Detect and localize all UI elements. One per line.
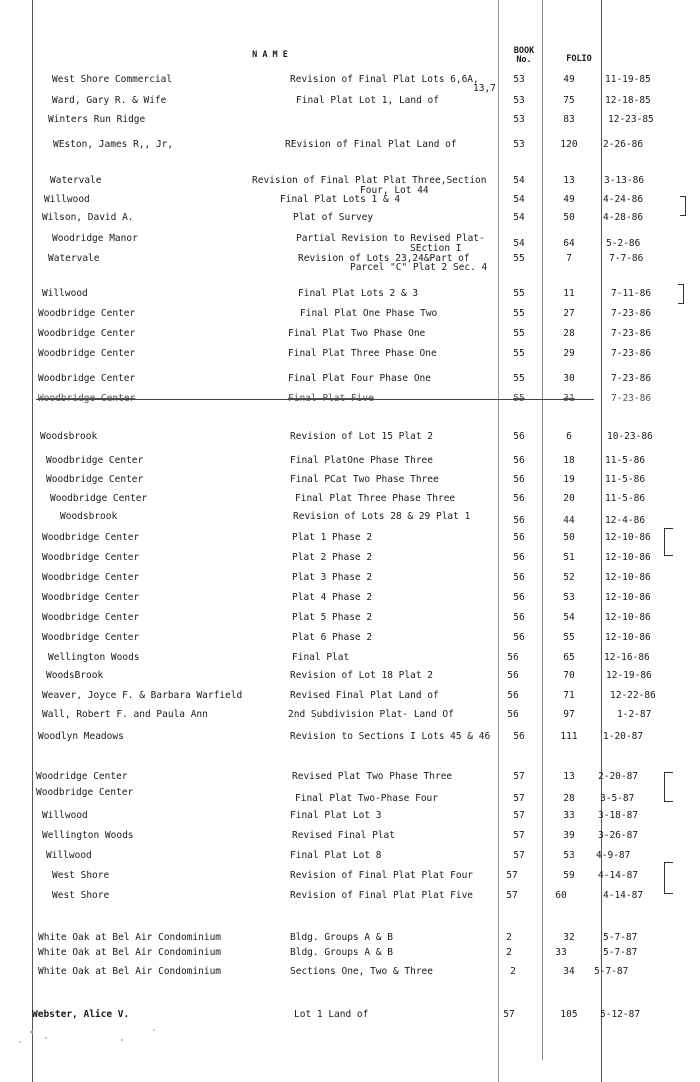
folio-cell: 30 [563, 373, 575, 384]
date-cell: 4-28-86 [603, 212, 644, 223]
book-column-header: BOOK No. [513, 46, 535, 65]
folio-cell: 120 [560, 139, 578, 150]
date-cell: 2-20-87 [598, 771, 639, 782]
date-cell: 3-26-87 [598, 830, 639, 841]
date-cell: 7-23-86 [611, 393, 652, 404]
book-cell: 56 [513, 572, 525, 583]
name-cell: White Oak at Bel Air Condominium [38, 947, 222, 958]
folio-cell: 34 [563, 966, 575, 977]
description-cell: Revision of Lots 28 & 29 Plat 1 [293, 511, 471, 522]
table-row [0, 455, 700, 469]
date-cell: 12-19-86 [606, 670, 652, 681]
name-cell: White Oak at Bel Air Condominium [38, 932, 222, 943]
folio-cell: 51 [563, 552, 575, 563]
description-cell: Revised Plat Two Phase Three [292, 771, 453, 782]
description-cell: Plat 4 Phase 2 [292, 592, 373, 603]
date-cell: 12-10-86 [605, 592, 651, 603]
table-row [0, 690, 700, 704]
description-cell: Bldg. Groups A & B [290, 932, 393, 943]
description-cell: Final Plat Two-Phase Four [295, 793, 438, 804]
date-cell: 5-2-86 [606, 238, 641, 249]
description-cell: Revision of Final Plat Plat Five [290, 890, 474, 901]
table-row [0, 474, 700, 488]
book-cell: 55 [513, 393, 525, 404]
name-cell: Woodbridge Center [42, 612, 140, 623]
name-cell: Woodsbrook [60, 511, 118, 522]
name-cell: Willwood [42, 288, 88, 299]
book-cell: 55 [513, 288, 525, 299]
folio-cell: 13 [563, 175, 575, 186]
description-cell: Final PCat Two Phase Three [290, 474, 439, 485]
book-cell: 56 [507, 709, 519, 720]
book-cell: 53 [513, 95, 525, 106]
book-cell: 2 [506, 947, 512, 958]
table-row [0, 731, 700, 745]
name-cell: WoodsBrook [46, 670, 104, 681]
book-cell: 56 [513, 731, 525, 742]
date-cell: 11-5-86 [605, 493, 646, 504]
book-cell: 2 [506, 932, 512, 943]
table-row [0, 771, 700, 785]
name-cell: Woodbridge Center [42, 632, 140, 643]
description-cell: Final Plat Lots 2 & 3 [298, 288, 419, 299]
table-row [0, 373, 700, 387]
date-cell: 1-20-87 [603, 731, 644, 742]
name-cell: Willwood [42, 810, 88, 821]
name-cell: Woodsbrook [40, 431, 98, 442]
date-cell: 3-18-87 [598, 810, 639, 821]
folio-cell: 27 [563, 308, 575, 319]
date-cell: 7-11-86 [611, 288, 652, 299]
book-cell: 57 [513, 793, 525, 804]
scan-noise [12, 1020, 162, 1050]
margin-bracket-mark [678, 284, 684, 304]
folio-cell: 18 [563, 455, 575, 466]
folio-cell: 70 [563, 670, 575, 681]
description-cell: Partial Revision to Revised Plat- [296, 233, 485, 244]
folio-cell: 53 [563, 592, 575, 603]
book-cell: 53 [513, 114, 525, 125]
description-cell: Final Plat One Phase Two [300, 308, 438, 319]
table-row [0, 830, 700, 844]
name-cell: Webster, Alice V. [32, 1009, 130, 1020]
description-cell: Final Plat Five [288, 393, 374, 404]
book-cell: 57 [513, 830, 525, 841]
table-row [0, 890, 700, 904]
date-cell: 7-23-86 [611, 328, 652, 339]
date-cell: 4-9-87 [596, 850, 631, 861]
table-row [0, 194, 700, 208]
scan-noise-svg [12, 1020, 162, 1050]
table-row [0, 95, 700, 109]
date-cell: 11-5-86 [605, 474, 646, 485]
book-cell: 56 [513, 532, 525, 543]
description-cell: Final Plat Lots 1 & 4 [280, 194, 401, 205]
date-cell: 7-23-86 [611, 308, 652, 319]
table-row [0, 870, 700, 884]
book-cell: 54 [513, 175, 525, 186]
name-cell: Woodbridge Center [42, 592, 140, 603]
book-cell: 55 [513, 373, 525, 384]
description-cell: Plat 3 Phase 2 [292, 572, 373, 583]
folio-cell: 111 [560, 731, 578, 742]
description-cell: SEction I [410, 243, 462, 254]
table-row [0, 709, 700, 723]
table-row [0, 114, 700, 128]
date-cell: 2-26-86 [603, 139, 644, 150]
name-cell: Woodbridge Center [38, 308, 136, 319]
name-cell: White Oak at Bel Air Condominium [38, 966, 222, 977]
description-cell: Plat 6 Phase 2 [292, 632, 373, 643]
name-cell: Willwood [46, 850, 92, 861]
description-cell: Final Plat Two Phase One [288, 328, 426, 339]
folio-cell: 71 [563, 690, 575, 701]
table-row [0, 793, 700, 807]
description-cell: Sections One, Two & Three [290, 966, 433, 977]
description-cell: Revised Final Plat [292, 830, 395, 841]
table-row [0, 288, 700, 302]
folio-cell: 50 [563, 532, 575, 543]
strike-through-line [36, 399, 594, 400]
date-cell: 7-23-86 [611, 373, 652, 384]
book-cell: 56 [513, 474, 525, 485]
name-cell: West Shore [52, 890, 110, 901]
book-cell: 56 [513, 515, 525, 526]
date-cell: 12-4-86 [605, 515, 646, 526]
margin-bracket-mark [680, 196, 686, 216]
book-cell: 57 [513, 810, 525, 821]
name-cell: Woodlyn Meadows [38, 731, 124, 742]
folio-column-header: FOLIO [566, 54, 592, 64]
name-cell: WEston, James R,, Jr, [53, 139, 174, 150]
table-row [0, 632, 700, 646]
folio-cell: 83 [563, 114, 575, 125]
folio-cell: 7 [566, 253, 572, 264]
name-cell: Woodbridge Center [50, 493, 148, 504]
book-cell: 56 [513, 455, 525, 466]
name-cell: Willwood [44, 194, 90, 205]
description-cell: Revision of Lot 15 Plat 2 [290, 431, 433, 442]
description-cell: Plat 2 Phase 2 [292, 552, 373, 563]
name-cell: Woodridge Center [36, 771, 128, 782]
name-cell: Woodbridge Center [38, 348, 136, 359]
description-cell: Bldg. Groups A & B [290, 947, 393, 958]
date-cell: 7-23-86 [611, 348, 652, 359]
name-cell: Woodridge Manor [52, 233, 138, 244]
name-cell: Weaver, Joyce F. & Barbara Warfield [42, 690, 243, 701]
folio-cell: 13 [563, 771, 575, 782]
book-cell: 55 [513, 308, 525, 319]
description-cell: Final Plat Three Phase One [288, 348, 437, 359]
folio-cell: 28 [563, 328, 575, 339]
book-cell: 54 [513, 194, 525, 205]
book-cell: 57 [503, 1009, 515, 1020]
date-cell: 3-13-86 [604, 175, 645, 186]
book-cell: 57 [506, 890, 518, 901]
description-cell: 13,7 [473, 83, 496, 94]
folio-cell: 49 [563, 194, 575, 205]
table-row [0, 212, 700, 226]
name-cell: West Shore Commercial [52, 74, 173, 85]
book-cell: 54 [513, 238, 525, 249]
name-cell: West Shore [52, 870, 110, 881]
book-cell: 53 [513, 74, 525, 85]
name-cell: Woodbridge Center [38, 393, 136, 404]
name-cell: Wellington Woods [48, 652, 140, 663]
name-cell: Woodbridge Center [46, 455, 144, 466]
name-cell: Woodbridge Center [46, 474, 144, 485]
folio-cell: 105 [560, 1009, 578, 1020]
folio-cell: 44 [563, 515, 575, 526]
date-cell: 5-7-87 [594, 966, 629, 977]
folio-cell: 28 [563, 793, 575, 804]
date-cell: 10-23-86 [607, 431, 653, 442]
folio-cell: 32 [563, 932, 575, 943]
folio-cell: 33 [563, 810, 575, 821]
margin-bracket-mark [664, 528, 673, 556]
folio-cell: 6 [566, 431, 572, 442]
folio-cell: 60 [555, 890, 567, 901]
name-cell: Ward, Gary R. & Wife [52, 95, 167, 106]
table-row [0, 493, 700, 507]
book-cell: 56 [507, 690, 519, 701]
folio-cell: 31 [563, 393, 575, 404]
description-cell: Revision of Lots 23,24&Part of [298, 253, 470, 264]
table-row [0, 572, 700, 586]
folio-cell: 75 [563, 95, 575, 106]
folio-cell: 29 [563, 348, 575, 359]
margin-bracket-mark [664, 862, 673, 894]
book-cell: 53 [513, 139, 525, 150]
description-cell: Lot 1 Land of [294, 1009, 369, 1020]
description-cell: Four, Lot 44 [360, 185, 429, 196]
book-cell: 56 [513, 493, 525, 504]
table-row [0, 328, 700, 342]
description-cell: Final Plat Lot 1, Land of [296, 95, 439, 106]
description-cell: Final PlatOne Phase Three [290, 455, 433, 466]
name-cell: Woodbridge Center [38, 328, 136, 339]
date-cell: 11-19-85 [605, 74, 651, 85]
table-row [0, 511, 700, 525]
date-cell: 1-2-87 [617, 709, 652, 720]
book-cell: 55 [513, 253, 525, 264]
folio-cell: 97 [563, 709, 575, 720]
table-row [0, 652, 700, 666]
description-cell: Plat 1 Phase 2 [292, 532, 373, 543]
name-cell: Watervale [48, 253, 100, 264]
date-cell: 12-18-85 [605, 95, 651, 106]
folio-cell: 59 [563, 870, 575, 881]
date-cell: 4-14-87 [603, 890, 644, 901]
margin-bracket-mark [664, 772, 673, 802]
table-row [0, 850, 700, 864]
description-cell: Final Plat [292, 652, 350, 663]
table-row [0, 139, 700, 153]
book-cell: 54 [513, 212, 525, 223]
date-cell: 5-7-87 [603, 947, 638, 958]
description-cell: Final Plat Four Phase One [288, 373, 431, 384]
folio-cell: 55 [563, 632, 575, 643]
folio-cell: 54 [563, 612, 575, 623]
date-cell: 12-22-86 [610, 690, 656, 701]
book-cell: 56 [507, 652, 519, 663]
description-cell: Plat 5 Phase 2 [292, 612, 373, 623]
table-row [0, 670, 700, 684]
description-cell: Revision of Final Plat Plat Three,Section [252, 175, 487, 186]
description-cell: Plat of Survey [293, 212, 374, 223]
folio-cell: 52 [563, 572, 575, 583]
description-cell: Final Plat Lot 8 [290, 850, 382, 861]
folio-cell: 65 [563, 652, 575, 663]
name-cell: Woodbridge Center [38, 373, 136, 384]
book-cell: 56 [513, 592, 525, 603]
name-cell: Wall, Robert F. and Paula Ann [42, 709, 208, 720]
table-row [0, 308, 700, 322]
folio-cell: 11 [563, 288, 575, 299]
date-cell: 12-10-86 [605, 612, 651, 623]
table-row [0, 348, 700, 362]
description-cell: Final Plat Three Phase Three [295, 493, 456, 504]
book-cell: 55 [513, 348, 525, 359]
folio-cell: 50 [563, 212, 575, 223]
date-cell: 5-7-87 [603, 932, 638, 943]
name-cell: Woodbridge Center [36, 787, 134, 798]
folio-cell: 39 [563, 830, 575, 841]
date-cell: 12-23-85 [608, 114, 654, 125]
date-cell: 11-5-86 [605, 455, 646, 466]
name-cell: Watervale [50, 175, 102, 186]
name-column-header: N A M E [252, 50, 288, 60]
folio-cell: 53 [563, 850, 575, 861]
date-cell: 12-16-86 [604, 652, 650, 663]
date-cell: 4-24-86 [603, 194, 644, 205]
table-row [0, 966, 700, 980]
name-cell: Woodbridge Center [42, 552, 140, 563]
book-cell: 57 [513, 771, 525, 782]
table-row [0, 431, 700, 445]
struck-table-row [0, 393, 700, 407]
table-row [0, 947, 700, 961]
description-cell: Revision of Final Plat Lots 6,6A, [290, 74, 479, 85]
description-cell: Revision of Final Plat Plat Four [290, 870, 474, 881]
folio-cell: 49 [563, 74, 575, 85]
table-row [0, 532, 700, 546]
description-cell: 2nd Subdivision Plat- Land Of [288, 709, 454, 720]
table-row [0, 612, 700, 626]
table-row [0, 552, 700, 566]
folio-cell: 33 [555, 947, 567, 958]
name-cell: Winters Run Ridge [48, 114, 146, 125]
book-cell: 57 [513, 850, 525, 861]
book-cell: 56 [513, 431, 525, 442]
book-cell: 57 [506, 870, 518, 881]
description-cell: Final Plat Lot 3 [290, 810, 382, 821]
date-cell: 5-12-87 [600, 1009, 641, 1020]
date-cell: 12-10-86 [605, 632, 651, 643]
table-row [0, 262, 700, 276]
table-row [0, 592, 700, 606]
folio-cell: 19 [563, 474, 575, 485]
book-cell: 56 [507, 670, 519, 681]
book-cell: 56 [513, 552, 525, 563]
book-cell: 2 [510, 966, 516, 977]
date-cell: 12-10-86 [605, 572, 651, 583]
date-cell: 3-5-87 [600, 793, 635, 804]
table-row [0, 810, 700, 824]
folio-cell: 20 [563, 493, 575, 504]
date-cell: 12-10-86 [605, 532, 651, 543]
name-cell: Wellington Woods [42, 830, 134, 841]
date-cell: 12-10-86 [605, 552, 651, 563]
book-cell: 56 [513, 612, 525, 623]
date-cell: 4-14-87 [598, 870, 639, 881]
description-cell: Revised Final Plat Land of [290, 690, 439, 701]
description-cell: Revision of Lot 18 Plat 2 [290, 670, 433, 681]
name-cell: Wilson, David A. [42, 212, 134, 223]
name-cell: Woodbridge Center [42, 532, 140, 543]
description-cell: Parcel "C" Plat 2 Sec. 4 [350, 262, 488, 273]
book-cell: 55 [513, 328, 525, 339]
date-cell: 7-7-86 [609, 253, 644, 264]
folio-cell: 64 [563, 238, 575, 249]
description-cell: REvision of Final Plat Land of [285, 139, 457, 150]
description-cell: Revision to Sections I Lots 45 & 46 [290, 731, 491, 742]
book-cell: 56 [513, 632, 525, 643]
name-cell: Woodbridge Center [42, 572, 140, 583]
table-row [0, 932, 700, 946]
